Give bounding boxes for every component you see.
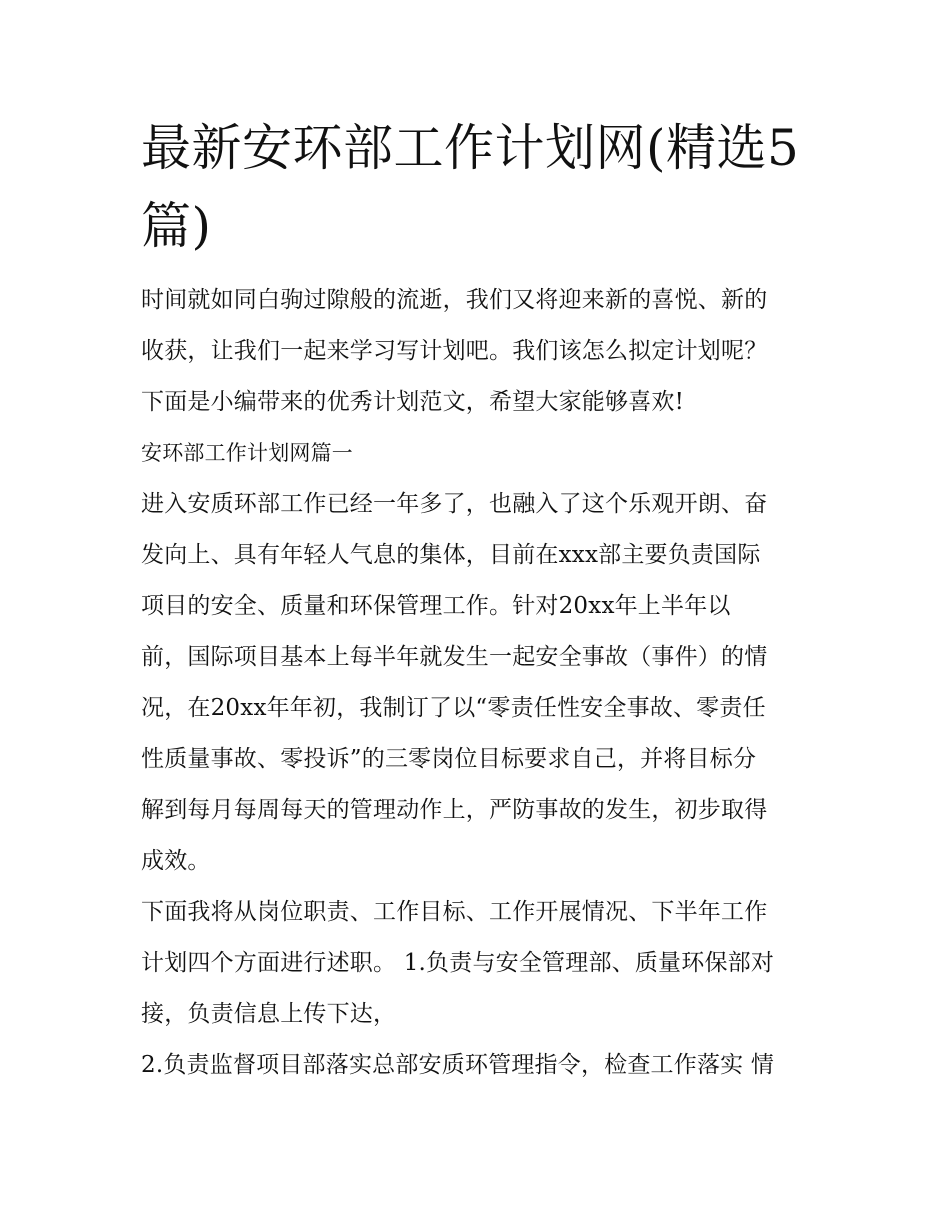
para3-line-1: 2.负责监督项目部落实总部安质环管理指令，检查工作落实 情 [141,1052,775,1078]
para2-line-2: 计划四个方面进行述职。 1.负责与安全管理部、质量环保部对 [141,950,775,976]
para1-line-6: 性质量事故、零投诉”的三零岗位目标要求自己，并将目标分 [141,746,757,772]
para1-line-5: 况，在20xx年年初，我制订了以“零责任性安全事故、零责任 [141,695,766,721]
para2-line-1: 下面我将从岗位职责、工作目标、工作开展情况、下半年工作 [141,899,768,925]
document-title-line-2: 篇) [141,197,212,255]
intro-line-3: 下面是小编带来的优秀计划范文，希望大家能够喜欢! [141,389,685,415]
intro-line-2: 收获，让我们一起来学习写计划吧。我们该怎么拟定计划呢？ [141,338,768,364]
para1-line-4: 前，国际项目基本上每半年就发生一起安全事故（事件）的情 [141,644,768,670]
para1-line-2: 发向上、具有年轻人气息的集体，目前在xxx部主要负责国际 [141,542,761,568]
section-heading: 安环部工作计划网篇一 [141,441,353,465]
para1-line-1: 进入安质环部工作已经一年多了，也融入了这个乐观开朗、奋 [141,491,768,517]
para1-line-7: 解到每月每周每天的管理动作上，严防事故的发生，初步取得 [141,797,768,823]
para1-line-3: 项目的安全、质量和环保管理工作。针对20xx年上半年以 [141,593,731,619]
para1-line-8: 成效。 [141,848,211,874]
para2-line-3: 接，负责信息上传下达， [141,1001,397,1027]
intro-line-1: 时间就如同白驹过隙般的流逝，我们又将迎来新的喜悦、新的 [141,287,768,313]
document-title-line-1: 最新安环部工作计划网(精选5 [141,119,800,177]
